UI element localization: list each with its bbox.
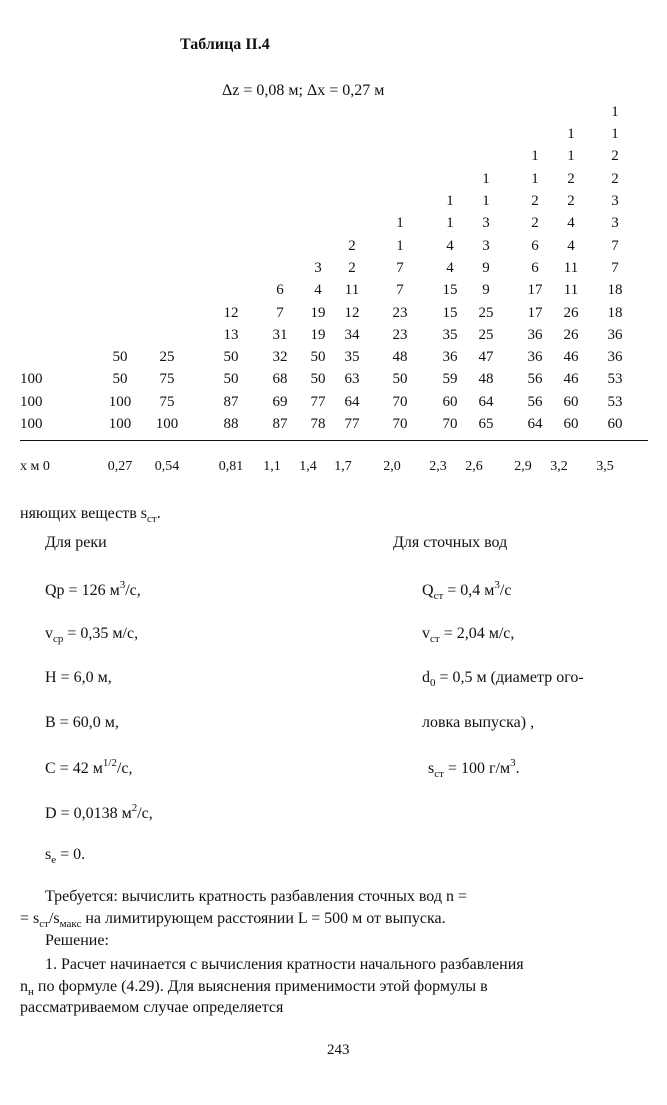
diffusion-coefficient: D = 0,0138 $м^2/с$, (45, 802, 153, 822)
table-cell: 35 (442, 326, 458, 343)
table-cell: 9 (482, 282, 490, 299)
table-cell: 100 (155, 416, 179, 432)
x-tick-label: 0,54 (154, 459, 180, 474)
x-tick-label: 1,7 (334, 459, 352, 474)
table-cell: 15 (442, 282, 458, 299)
table-cell: 100 (108, 416, 132, 432)
table-cell: 1 (567, 148, 575, 165)
step-1-line-1: 1. Расчет начинается с вычисления кратности начального разбавления (45, 956, 524, 973)
table-cell: 88 (223, 416, 239, 432)
table-cell: 50 (392, 371, 408, 388)
table-cell: 13 (223, 326, 239, 343)
x-row-header: x м 0 (20, 459, 50, 474)
table-cell: 46 (563, 371, 579, 388)
table-cell: 1 (396, 215, 404, 232)
table-cell: 1 (611, 126, 619, 143)
table-cell: 1 (482, 170, 490, 187)
data-table (0, 0, 667, 440)
x-tick-label: 2,0 (383, 459, 401, 474)
table-cell: 75 (159, 371, 175, 388)
table-cell: 56 (527, 393, 543, 410)
table-cell: 48 (478, 371, 494, 388)
table-cell: 6 (531, 259, 539, 276)
table-cell: 64 (527, 416, 543, 432)
x-tick-label: 0,81 (218, 459, 244, 474)
table-cell: 46 (563, 349, 579, 366)
table-cell: 36 (442, 349, 458, 366)
wastewater-heading: Для сточных вод (393, 534, 508, 551)
table-cell: 26 (563, 326, 579, 343)
x-tick-label: 0,27 (107, 459, 133, 474)
table-cell: 77 (344, 416, 360, 432)
table-cell: 31 (272, 326, 288, 343)
table-cell: 50 (223, 349, 239, 366)
table-cell: 48 (392, 349, 408, 366)
x-tick-label: 2,6 (465, 459, 483, 474)
wastewater-concentration: $s_{ст} = 100$ $г/м^3$. (428, 757, 520, 780)
table-cell: 26 (563, 304, 579, 321)
x-tick-label: 1,1 (263, 459, 281, 474)
table-cell: 3 (482, 237, 490, 254)
page-number: 243 (327, 1042, 350, 1058)
table-cell: 47 (478, 349, 494, 366)
table-cell: 1 (396, 237, 404, 254)
table-cell: 87 (223, 393, 239, 410)
table-cell: 77 (310, 393, 326, 410)
step-1-line-2: $n_н$ по формуле (4.29). Для выяснения применимости этой формулы в (20, 978, 488, 998)
table-cell: 7 (396, 282, 404, 299)
table-cell: 2 (348, 237, 356, 254)
table-cell: 4 (314, 282, 322, 299)
table-cell: 56 (527, 371, 543, 388)
table-cell: 4 (567, 237, 575, 254)
table-cell: 18 (607, 282, 623, 299)
requirement-line-1: Требуется: вычислить кратность разбавления сточных вод n = (45, 888, 467, 905)
step-1-line-3: рассматриваемом случае определяется (20, 999, 284, 1016)
table-cell: 36 (607, 349, 623, 366)
table-cell: 9 (482, 259, 490, 276)
table-cell: 1 (567, 126, 575, 143)
table-cell: 65 (478, 416, 494, 432)
table-cell: 36 (527, 326, 543, 343)
river-width: B = 60,0 м, (45, 714, 119, 731)
table-cell: 18 (607, 304, 623, 321)
river-discharge: Qр = 126 $м^3/с$, (45, 579, 141, 599)
table-parameters: Δz = 0,08 м; Δx = 0,27 м (222, 82, 385, 99)
table-cell: 60 (563, 393, 579, 410)
table-cell: 23 (392, 326, 408, 343)
table-cell: 6 (531, 237, 539, 254)
table-cell: 50 (223, 371, 239, 388)
table-cell: 17 (527, 282, 543, 299)
table-cell: 1 (446, 193, 454, 209)
table-cell: 53 (607, 371, 623, 388)
table-cell: 70 (392, 393, 408, 410)
table-cell: 11 (344, 282, 360, 299)
x-tick-label: 3,2 (550, 459, 568, 474)
table-cell: 6 (276, 282, 284, 299)
table-cell: 23 (392, 304, 408, 321)
table-cell: 100 (20, 393, 43, 410)
x-tick-label: 3,5 (596, 459, 614, 474)
table-cell: 2 (531, 215, 539, 232)
table-cell: 69 (272, 393, 288, 410)
table-cell: 68 (272, 371, 288, 388)
table-cell: 4 (446, 259, 454, 276)
outlet-diameter-continued: ловка выпуска) , (422, 714, 535, 731)
table-cell: 50 (310, 371, 326, 388)
table-divider (20, 440, 648, 441)
table-cell: 36 (527, 349, 543, 366)
table-cell: 3 (611, 193, 619, 209)
table-cell: 25 (478, 326, 494, 343)
table-cell: 35 (344, 349, 360, 366)
table-cell: 17 (527, 304, 543, 321)
table-title: Таблица II.4 (180, 36, 270, 53)
table-cell: 3 (482, 215, 490, 232)
table-cell: 7 (276, 304, 284, 321)
solution-heading: Решение: (45, 932, 109, 949)
table-cell: 1 (531, 170, 539, 187)
table-cell: 64 (478, 393, 494, 410)
table-cell: 70 (442, 416, 458, 432)
table-cell: 25 (478, 304, 494, 321)
table-cell: 75 (159, 393, 175, 410)
table-cell: 4 (567, 215, 575, 232)
table-cell: 34 (344, 326, 360, 343)
requirement-line-2: = $s_{ст}/s_{макс}$ на лимитирующем расстоянии L = 500 м от выпуска. (20, 910, 446, 930)
river-heading: Для реки (45, 534, 107, 551)
x-tick-label: 2,3 (429, 459, 447, 474)
table-cell: 2 (611, 148, 619, 165)
river-depth: H = 6,0 м, (45, 669, 112, 686)
table-cell: 2 (348, 259, 356, 276)
table-cell: 100 (20, 416, 43, 432)
table-cell: 50 (310, 349, 326, 366)
outlet-diameter: $d_0 = 0,5$ м (диаметр ого- (422, 669, 584, 689)
intro-line: няющих веществ $s_{ст}$. (20, 505, 161, 525)
table-cell: 3 (611, 215, 619, 232)
table-cell: 2 (531, 193, 539, 209)
table-cell: 4 (446, 237, 454, 254)
table-cell: 15 (442, 304, 458, 321)
table-cell: 59 (442, 371, 458, 388)
table-cell: 7 (611, 259, 619, 276)
table-cell: 2 (611, 170, 619, 187)
table-cell: 50 (112, 371, 128, 388)
table-cell: 3 (314, 259, 322, 276)
table-cell: 64 (344, 393, 360, 410)
table-cell: 100 (108, 393, 132, 410)
table-cell: 53 (607, 393, 623, 410)
table-cell: 1 (482, 193, 490, 209)
table-cell: 70 (392, 416, 408, 432)
table-cell: 60 (442, 393, 458, 410)
wastewater-velocity: $v_{ст} = 2,04$ м/с, (422, 625, 515, 645)
table-cell: 100 (20, 371, 43, 388)
table-cell: 78 (310, 416, 326, 432)
table-cell: 12 (344, 304, 360, 321)
table-cell: 60 (563, 416, 579, 432)
table-cell: 1 (446, 215, 454, 232)
table-cell: 60 (607, 416, 623, 432)
table-cell: 32 (272, 349, 288, 366)
table-cell: 7 (396, 259, 404, 276)
table-cell: 87 (272, 416, 288, 432)
table-cell: 7 (611, 237, 619, 254)
table-cell: 2 (567, 170, 575, 187)
table-cell: 25 (159, 349, 175, 366)
table-cell: 12 (223, 304, 239, 321)
wastewater-discharge: $Q_{ст} = 0,4$ $м^3/с$ (422, 579, 512, 602)
table-cell: 11 (563, 282, 579, 299)
table-cell: 19 (310, 326, 326, 343)
table-cell: 36 (607, 326, 623, 343)
x-tick-label: 1,4 (299, 459, 317, 474)
table-cell: 63 (344, 371, 360, 388)
table-cell: 2 (567, 193, 575, 209)
table-cell: 1 (611, 103, 619, 120)
river-velocity: $v_{ср} = 0,35$ м/с, (45, 625, 139, 645)
table-cell: 1 (531, 148, 539, 165)
table-cell: 50 (112, 349, 128, 366)
chezy-coefficient: C = 42 $м^{1/2}/с$, (45, 757, 133, 777)
background-concentration: $s_e = 0$. (45, 846, 86, 866)
x-tick-label: 2,9 (514, 459, 532, 474)
table-cell: 19 (310, 304, 326, 321)
table-cell: 11 (563, 259, 579, 276)
